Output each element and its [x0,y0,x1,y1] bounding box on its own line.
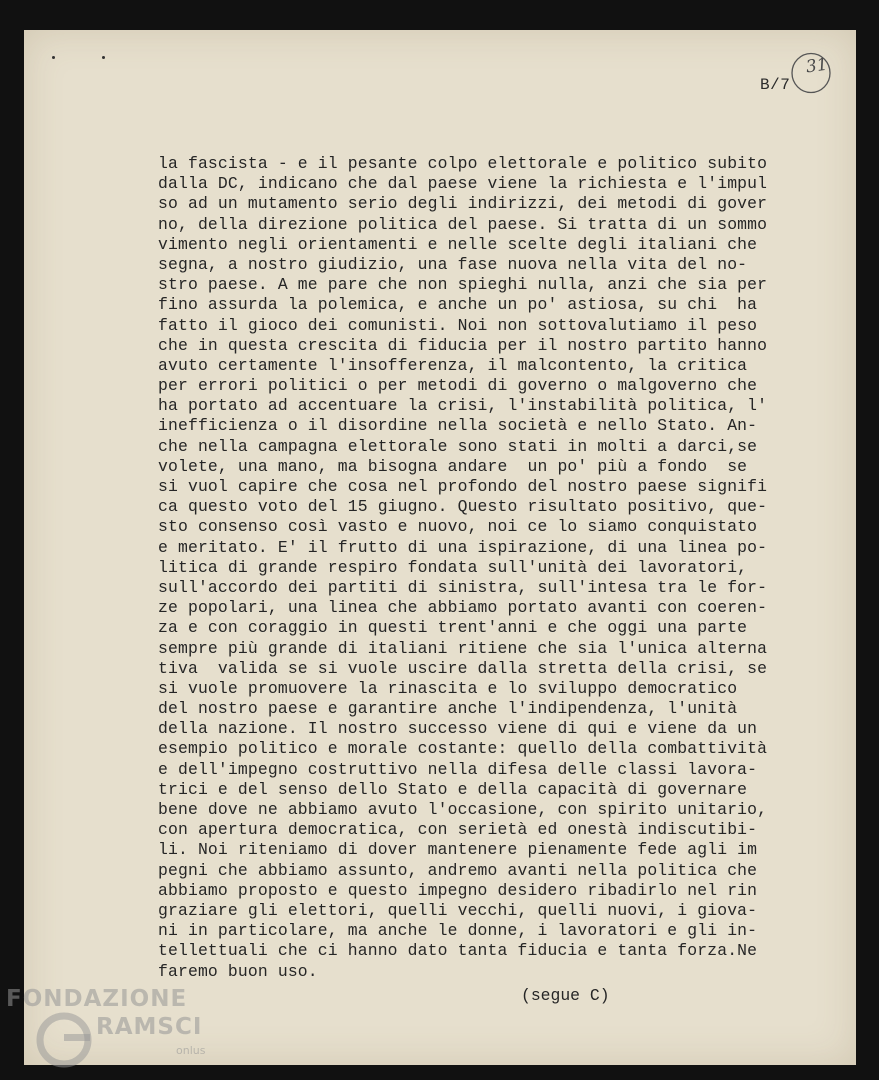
text-line: volete, una mano, ma bisogna andare un po' più a fondo se [158,456,748,476]
document-page [24,30,856,1065]
text-line: segna, a nostro giudizio, una fase nuova nella vita del no- [158,254,748,274]
text-line: e dell'impegno costruttivo nella difesa delle classi lavora- [158,759,758,779]
text-line: esempio politico e morale costante: quello della combattività [158,739,768,759]
text-line: del nostro paese e garantire anche l'indipendenza, l'unità [158,699,738,719]
text-line: pegni che abbiamo assunto, andremo avanti nella politica che [158,860,758,880]
continuation-note: (segue C) [521,986,610,1005]
text-line: dalla DC, indicano che dal paese viene la richiesta e l'impul [158,174,768,194]
text-line: con apertura democratica, con serietà ed onestà indiscutibi- [158,820,758,840]
text-line: si vuol capire che cosa nel profondo del nostro paese signifi [158,477,768,496]
text-line: tiva valida se si vuole uscire dalla stretta della crisi, se [158,658,768,678]
text-line: fino assurda la polemica, e anche un po' astiosa, su chi ha [158,295,758,315]
text-line: sempre più grande di italiani ritiene che sia l'unica alterna [158,638,768,658]
watermark-line-1: FONDAZIONE [6,986,188,1012]
text-line: graziare gli elettori, quelli vecchi, quelli nuovi, i giova- [158,900,758,920]
paper-speck [102,56,105,59]
text-line: za e con coraggio in questi trent'anni e che oggi una parte [158,618,748,638]
text-line: ca questo voto del 15 giugno. Questo risultato positivo, que- [158,497,768,517]
text-line: abbiamo proposto e questo impegno desidero ribadirlo nel rin [158,880,758,900]
paper-speck [52,56,55,59]
text-line: so ad un mutamento serio degli indirizzi, dei metodi di gover [158,194,768,214]
typed-text-body [158,154,818,982]
text-line: faremo buon uso. [158,961,318,981]
text-line: trici e del senso dello Stato e della capacità di governare [158,779,748,799]
text-line: tellettuali che ci hanno dato tanta fiducia e tanta forza.Ne [158,941,758,961]
text-line: che nella campagna elettorale sono stati in molti a darci,se [158,436,758,456]
text-line: fatto il gioco dei comunisti. Noi non sottovalutiamo il peso [158,315,758,335]
text-line: vimento negli orientamenti e nelle scelte degli italiani che [158,234,758,254]
watermark-line-2: RAMSCI [96,1014,203,1040]
text-line: e meritato. E' il frutto di una ispirazione, di una linea po- [158,537,768,557]
text-line: no, della direzione politica del paese. Si tratta di un sommo [158,214,768,234]
text-line: sto consenso così vasto e nuovo, noi ce lo siamo conquistato [158,517,758,537]
text-line: avuto certamente l'insofferenza, il malcontento, la critica [158,355,748,375]
text-line: la fascista - e il pesante colpo elettorale e politico subito [158,154,768,173]
page-reference: B/7 [760,76,791,94]
text-line: ze popolari, una linea che abbiamo portato avanti con coeren- [158,598,768,618]
text-line: litica di grande respiro fondata sull'unità dei lavoratori, [158,557,748,577]
archive-stamp-number: 31 [804,54,829,78]
gramsci-logo-icon [34,1010,94,1070]
text-line: che in questa crescita di fiducia per il nostro partito hanno [158,335,768,355]
text-line: stro paese. A me pare che non spieghi nulla, anzi che sia per [158,275,768,295]
text-line: li. Noi riteniamo di dover mantenere pienamente fede agli im [158,840,758,860]
text-line: si vuole promuovere la rinascita e lo sviluppo democratico [158,678,738,698]
watermark-line-3: onlus [176,1044,206,1057]
text-line: ha portato ad accentuare la crisi, l'instabilità politica, l' [158,396,768,416]
text-line: sull'accordo dei partiti di sinistra, sull'intesa tra le for- [158,577,768,597]
text-line: inefficienza o il disordine nella società e nello Stato. An- [158,416,758,436]
text-line: ni in particolare, ma anche le donne, i lavoratori e gli in- [158,921,758,941]
text-line: per errori politici o per metodi di governo o malgoverno che [158,376,758,396]
text-line: bene dove ne abbiamo avuto l'occasione, con spirito unitario, [158,800,768,819]
text-line: della nazione. Il nostro successo viene di qui e viene da un [158,719,758,739]
fondazione-gramsci-watermark [0,980,240,1080]
